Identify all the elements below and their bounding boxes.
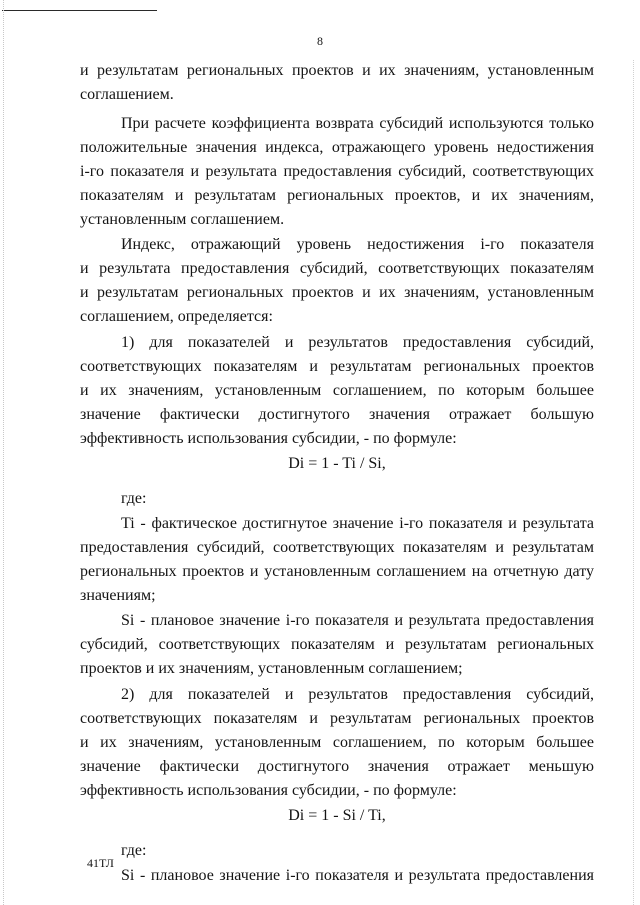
text-line: и их значениям, установленным соглашением, по которым большее [80,382,594,399]
text-line: и их значениям, установленным соглашением, по которым большее [80,734,594,751]
text-line: соглашением. [80,86,174,103]
text-line: эффективность использования субсидии, - по формуле: [80,430,457,447]
scan-right-edge [633,60,634,905]
text-line: субсидий, соответствующих показателям и результатам региональных [80,636,594,653]
text-line: значение фактически достигнутого значения отражает меньшую [80,758,594,775]
text-line: предоставления субсидий, соответствующих показателям и результатам [80,539,594,556]
text-line: Ti - фактическое достигнутое значение i-го показателя и результата [121,515,594,532]
scan-left-edge [3,0,4,905]
text-line: При расчете коэффициента возврата субсидий используются только [121,115,594,132]
text-line: и результата предоставления субсидий, соответствующих показателям [80,260,594,277]
text-line: соответствующих показателям и результатам региональных проектов [80,358,594,375]
text-line: значение фактически достигнутого значения отражает большую [80,406,594,423]
text-line: показателям и результатам региональных проектов, и их значениям, [80,187,594,204]
text-line: проектов и их значениям, установленным соглашением; [80,660,463,677]
text-line: соответствующих показателям и результатам региональных проектов [80,710,594,727]
text-line: где: [121,842,147,859]
text-line: 1) для показателей и результатов предоставления субсидий, [121,334,594,351]
text-line: Si - плановое значение i-го показателя и результата предоставления [121,867,594,884]
formula: Di = 1 - Si / Ti, [288,807,386,824]
text-line: соглашением, определяется: [80,308,273,325]
text-line: 2) для показателей и результатов предоставления субсидий, [121,686,594,703]
text-line: региональных проектов и установленным соглашением на отчетную дату [80,563,594,580]
text-line: Si - плановое значение i-го показателя и результата предоставления [121,612,594,629]
page-number: 8 [317,34,323,48]
scan-border-line [2,10,157,11]
text-line: эффективность использования субсидии, - по формуле: [80,782,457,799]
text-line: и результатам региональных проектов и их значениям, установленным [80,62,594,79]
text-line: где: [121,490,147,507]
text-line: положительные значения индекса, отражающего уровень недостижения [80,139,594,156]
text-line: Индекс, отражающий уровень недостижения i-го показателя [121,236,594,253]
formula: Di = 1 - Ti / Si, [288,455,386,472]
text-line: i-го показателя и результата предоставления субсидий, соответствующих [80,163,594,180]
text-line: установленным соглашением. [80,211,285,228]
document-code: 41ТЛ [87,856,114,870]
text-line: значениям; [80,587,156,604]
text-line: и результатам региональных проектов и их значениям, установленным [80,284,594,301]
